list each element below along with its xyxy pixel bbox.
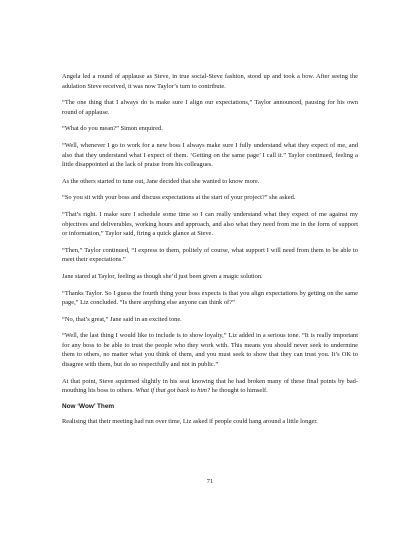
paragraph-9: Jane stared at Taylor, feeling as though she’d just been given a magic solution.	[62, 272, 263, 280]
paragraph-4: “Well, whenever I go to work for a new boss I always make sure I fully understand what they expect of me, and also that they understand what I expect of them. ‘Getting on the same page’ I call it.” Taylor continued, feeling a little disappointed at the lack of praise from his colleagues.	[62, 141, 358, 169]
paragraph-6: “So you sit with your boss and discuss expectations at the start of your project?” she asked.	[62, 194, 296, 202]
paragraph-13-end: he thought to himself.	[210, 387, 268, 395]
paragraph-13-italic: What if that got back to him?	[135, 387, 211, 395]
section-heading: Now ‘Wow’ Them	[62, 402, 115, 410]
paragraph-13	[62, 377, 358, 396]
paragraph-14: Realising that their meeting had run over time, Liz asked if people could hang around a little longer.	[62, 417, 318, 425]
paragraph-1: Angela led a round of applause as Steve, in true social-Steve fashion, stood up and took a bow. After seeing the adulation Steve received, it was now Taylor’s turn to contribute.	[62, 73, 358, 90]
page-number: 71	[206, 478, 214, 485]
paragraph-7: “That’s right. I make sure I schedule some time so I can really understand what they expect of me against my objectives and deliverables, working hours and approach, and also what they need from me in the form of support or information,” Taylor said, firing a quick glance at Steve.	[62, 210, 358, 238]
paragraph-11: “No, that’s great,” Jane said in an excited tone.	[62, 315, 182, 323]
paragraph-5: As the others started to tune out, Jane decided that she wanted to know more.	[62, 177, 260, 185]
paragraph-12: “Well, the last thing I would like to include is to show loyalty,” Liz added in a serious tone. “It is really important for any boss to be able to trust the people who they work with. This means you should never seek to undermine them to others, no matter what you think of them, and you must seek to show that they can trust you. It’s OK to disagree with them, but do so respectfully and not in public.”	[62, 332, 358, 369]
paragraph-10: “Thanks Taylor. So I guess the fourth thing your boss expects is that you align expectations by getting on the same page,” Liz concluded. “Is there anything else anyone can think of?”	[62, 289, 358, 307]
paragraph-3: “What do you mean?” Simon enquired.	[62, 125, 163, 133]
paragraph-2: “The one thing that I always do is make sure I align our expectations,” Taylor announced, pausing for his own round of applause.	[62, 99, 358, 116]
paragraph-8: “Then,” Taylor continued, “I express to them, politely of course, what support I will need from them to be able to meet their expectations.”	[62, 246, 358, 264]
paragraph-13-start: At that point, Steve squirmed slightly in his seat knowing that he had broken many of these final points by bad-mouthing his boss to others.	[62, 377, 358, 395]
